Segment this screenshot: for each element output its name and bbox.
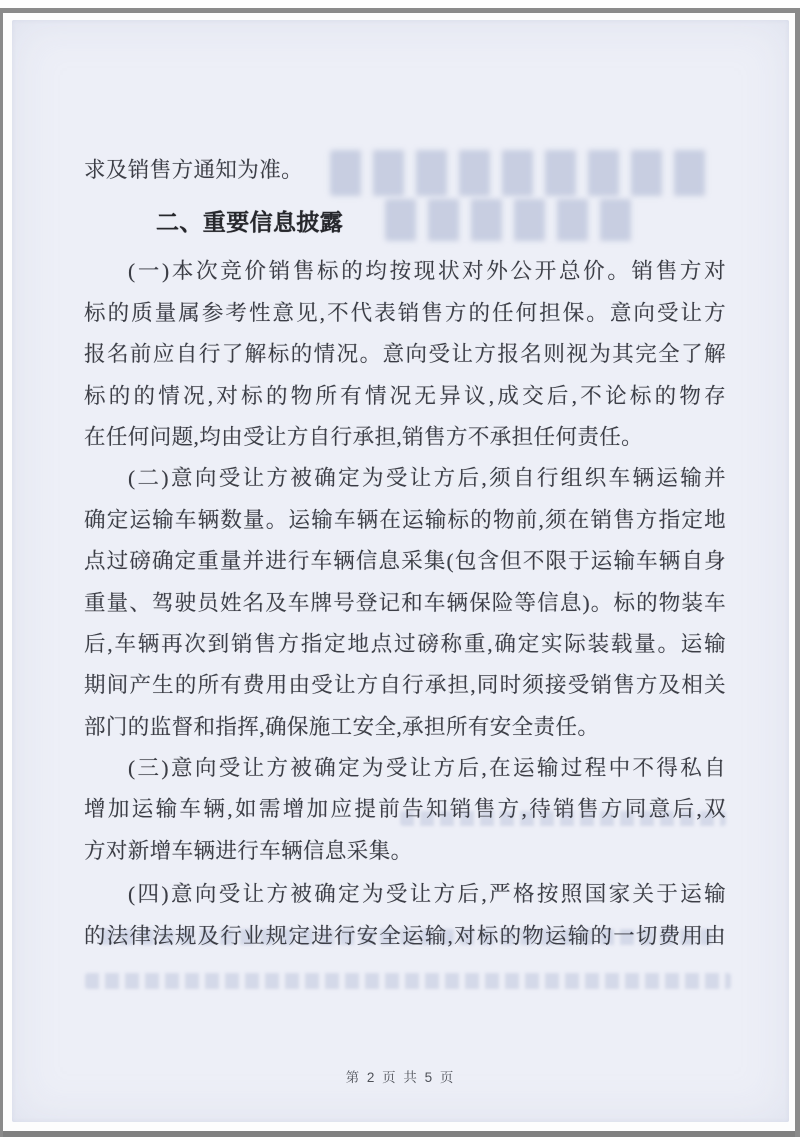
text-line: 重量、驾驶员姓名及车牌号登记和车辆保险等信息)。标的物装车 [84, 590, 726, 615]
text-line: (三)意向受让方被确定为受让方后,在运输过程中不得私自 [128, 756, 726, 781]
text-line: 求及销售方通知为准。 [84, 158, 304, 182]
text-line: (二)意向受让方被确定为受让方后,须自行组织车辆运输并 [128, 466, 726, 491]
text-line: 方对新增车辆进行车辆信息采集。 [84, 838, 413, 863]
page-number-footer: 第 2 页 共 5 页 [345, 1070, 456, 1085]
scan-frame-bottom-line [0, 1131, 800, 1137]
text-line: 确定运输车辆数量。运输车辆在运输标的物前,须在销售方指定地 [84, 507, 726, 532]
text-line: 期间产生的所有费用由受让方自行承担,同时须接受销售方及相关 [84, 673, 726, 698]
scan-frame-right-line [795, 8, 800, 1137]
text-line: 在任何问题,均由受让方自行承担,销售方不承担任何责任。 [84, 424, 644, 449]
scanned-page [12, 20, 789, 1122]
bleed-through-artifact [85, 973, 731, 989]
text-line: 后,车辆再次到销售方指定地点过磅称重,确定实际装载量。运输 [84, 631, 726, 656]
document-body [84, 150, 726, 957]
text-line: (四)意向受让方被确定为受让方后,严格按照国家关于运输 [128, 882, 726, 907]
text-line: 增加运输车辆,如需增加应提前告知销售方,待销售方同意后,双 [84, 797, 726, 822]
text-line: 点过磅确定重量并进行车辆信息采集(包含但不限于运输车辆自身 [84, 549, 726, 574]
text-line: 报名前应自行了解标的情况。意向受让方报名则视为其完全了解 [84, 342, 726, 367]
text-line: 部门的监督和指挥,确保施工安全,承担所有安全责任。 [84, 714, 600, 739]
text-line: 标的的情况,对标的物所有情况无异议,成交后,不论标的物存 [84, 383, 726, 408]
scan-frame-left-line [0, 8, 3, 1137]
text-line: 的法律法规及行业规定进行安全运输,对标的物运输的一切费用由 [84, 923, 726, 948]
text-line: (一)本次竞价销售标的均按现状对外公开总价。销售方对 [128, 259, 726, 284]
text-line: 标的质量属参考性意见,不代表销售方的任何担保。意向受让方 [84, 300, 726, 325]
section-heading: 二、重要信息披露 [156, 209, 344, 236]
scan-frame-top-line [0, 8, 800, 13]
